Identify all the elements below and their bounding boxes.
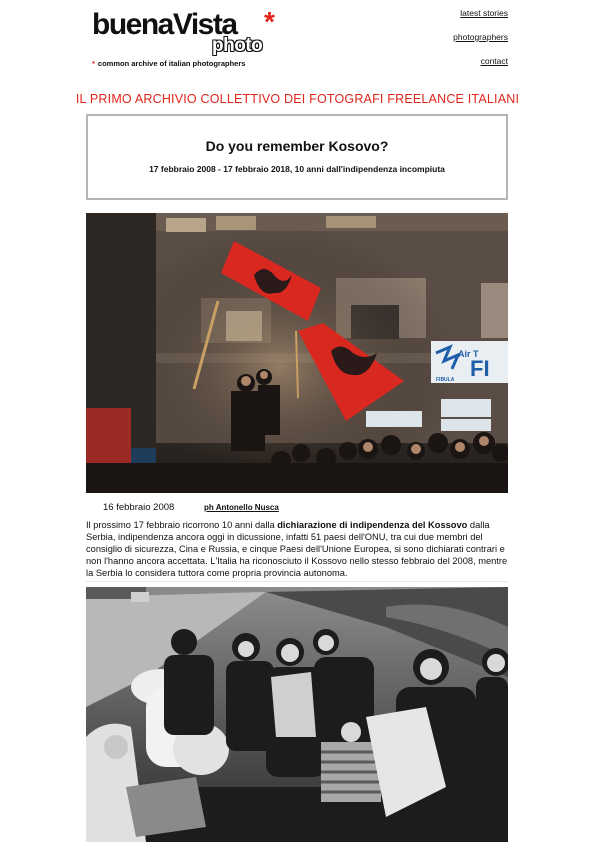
article-part2: dalla Serbia, indipendenza ancora oggi in dicussione, infatti 51 paesi dell'ONU, tra cui due membri del consiglio di sicurezza, Cina e Russia, e cinque Paesi dell'Unione Europea, si sono dichiarati contrari e non l'hanno ancora accettata. L'Italia ha riconosciuto il Kossovo nello stesso febbraio del 2008, mentre la Serbia lo considera tuttora come propria provincia autonoma. xyxy=(86,520,508,578)
divider xyxy=(86,581,508,582)
site-tagline xyxy=(92,59,245,68)
article-body xyxy=(86,519,512,579)
feature-title: Do you remember Kosovo? xyxy=(205,138,389,154)
nav-link-latest-stories[interactable]: latest stories xyxy=(460,8,508,18)
tagline-asterisk-icon: * xyxy=(92,59,95,68)
nav-link-photographers[interactable]: photographers xyxy=(453,32,508,42)
photo-celebration[interactable] xyxy=(86,213,508,493)
sign-fibula-text: FIBULA xyxy=(436,377,455,383)
sign-airt-text: Air T xyxy=(458,349,479,359)
sign-fi-text: FI xyxy=(470,356,490,381)
top-nav xyxy=(453,9,508,81)
article-part1: Il prossimo 17 febbraio ricorrono 10 anni dalla xyxy=(86,520,278,530)
photo-refugees-image xyxy=(86,587,508,842)
photo1-credit-link[interactable]: ph Antonello Nusca xyxy=(204,503,279,512)
photo-celebration-image xyxy=(86,213,508,493)
tagline-text: common archive of italian photographers xyxy=(97,59,246,68)
photo1-caption-date: 16 febbraio 2008 xyxy=(103,502,175,513)
nav-link-contact[interactable]: contact xyxy=(480,56,508,66)
article-bold-phrase: dichiarazione di indipendenza del Kossovo xyxy=(277,520,468,530)
photo-refugees[interactable] xyxy=(86,587,508,842)
feature-title-box xyxy=(86,114,508,200)
archive-headline: IL PRIMO ARCHIVIO COLLETTIVO DEI FOTOGRAFI FREELANCE ITALIANI xyxy=(75,92,520,106)
logo-photo-word: photo xyxy=(212,35,263,56)
feature-subtitle: 17 febbraio 2008 - 17 febbraio 2018, 10 anni dall'indipendenza incompiuta xyxy=(149,164,445,174)
logo-wordmark: buenaVista xyxy=(92,8,237,41)
logo-asterisk-icon: * xyxy=(264,6,275,37)
